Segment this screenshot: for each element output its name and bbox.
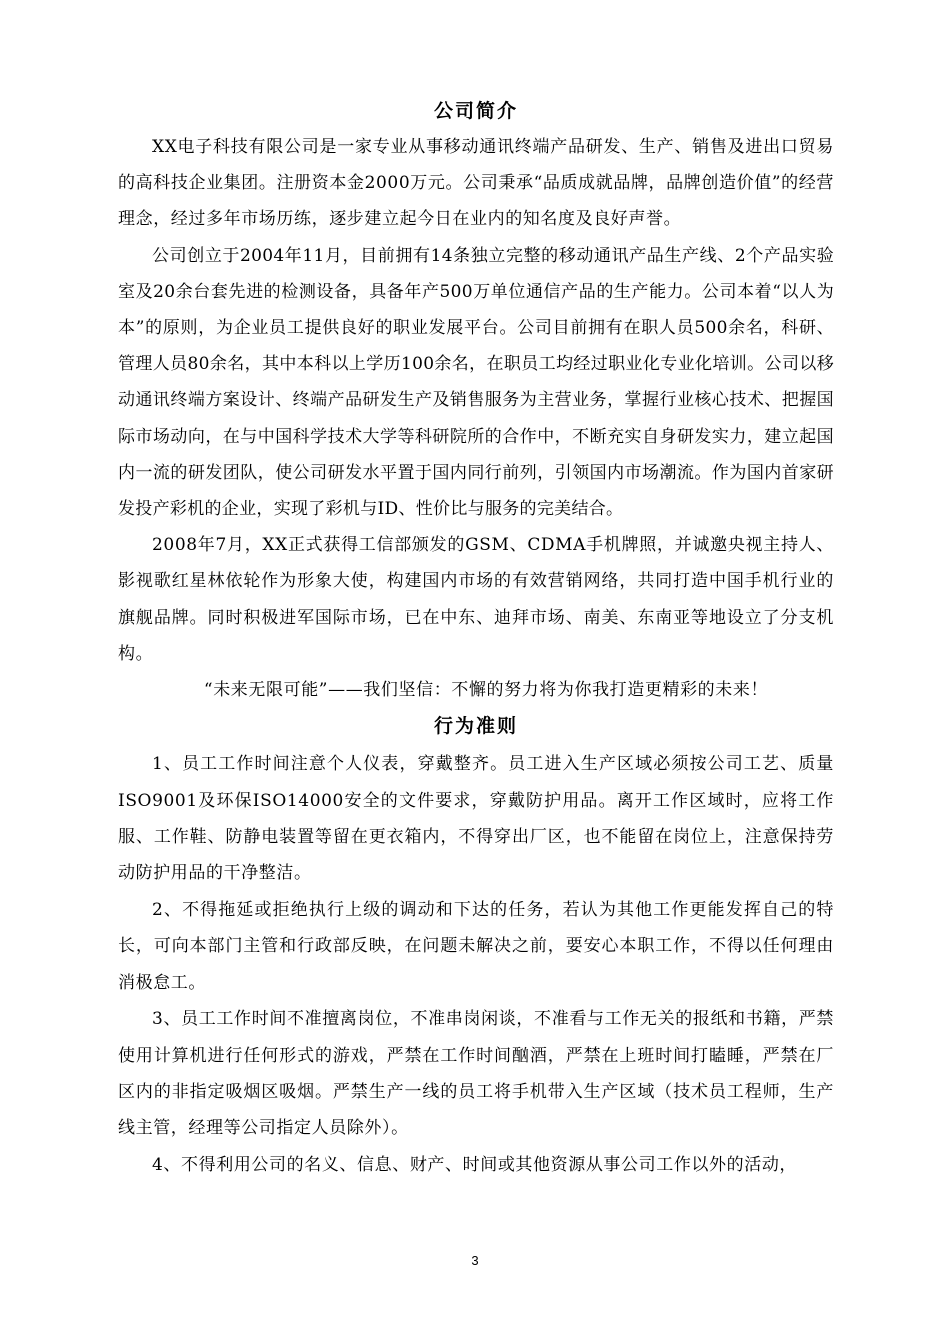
company-slogan: “未来无限可能”——我们坚信：不懈的努力将为你我打造更精彩的未来！ <box>203 680 769 701</box>
conduct-rule: 1、员工工作时间注意个人仪表，穿戴整齐。员工进入生产区域必须按公司工艺、质量ISO9001及环保ISO14000安全的文件要求，穿戴防护用品。离开工作区域时，应将工作服、工作鞋、防静电装置等留在更衣箱内，不得穿出厂区，也不能留在岗位上，注意保持劳动防护用品的干净整洁。 <box>118 754 834 884</box>
intro-paragraph: 公司创立于2004年11月，目前拥有14条独立完整的移动通讯产品生产线、2个产品实验室及20余台套先进的检测设备，具备年产500万单位通信产品的生产能力。公司本着“以人为本”的原则，为企业员工提供良好的职业发展平台。公司目前拥有在职人员500余名，科研、管理人员80余名，其中本科以上学历100余名，在职员工均经过职业化专业化培训。公司以移动通讯终端方案设计、终端产品研发生产及销售服务为主营业务，掌握行业核心技术、把握国际市场动向，在与中国科学技术大学等科研院所的合作中，不断充实自身研发实力，建立起国内一流的研发团队，使公司研发水平置于国内同行前列，引领国内市场潮流。作为国内首家研发投产彩机的企业，实现了彩机与ID、性价比与服务的完美结合。 <box>118 245 834 520</box>
company-intro-heading: 公司简介 <box>433 100 518 122</box>
conduct-rule: 4、不得利用公司的名义、信息、财产、时间或其他资源从事公司工作以外的活动， <box>152 1154 798 1175</box>
code-of-conduct-heading: 行为准则 <box>433 715 518 738</box>
conduct-rule: 3、员工工作时间不准擅离岗位，不准串岗闲谈，不准看与工作无关的报纸和书籍，严禁使用计算机进行任何形式的游戏，严禁在工作时间酗酒，严禁在上班时间打瞌睡，严禁在厂区内的非指定吸烟区吸烟。严禁生产一线的员工将手机带入生产区域（技术员工程师，生产线主管，经理等公司指定人员除外）。 <box>118 1009 834 1139</box>
page-content <box>118 93 834 1183</box>
intro-paragraph: XX电子科技有限公司是一家专业从事移动通讯终端产品研发、生产、销售及进出口贸易的高科技企业集团。注册资本金2000万元。公司秉承“品质成就品牌，品牌创造价值”的经营理念，经过多年市场历练，逐步建立起今日在业内的知名度及良好声誉。 <box>118 137 834 230</box>
conduct-rule: 2、不得拖延或拒绝执行上级的调动和下达的任务，若认为其他工作更能发挥自己的特长，可向本部门主管和行政部反映，在问题未解决之前，要安心本职工作，不得以任何理由消极怠工。 <box>118 899 834 993</box>
page-number: 3 <box>471 1253 479 1268</box>
intro-paragraph: 2008年7月，XX正式获得工信部颁发的GSM、CDMA手机牌照，并诚邀央视主持人、影视歌红星林依轮作为形象大使，构建国内市场的有效营销网络，共同打造中国手机行业的旗舰品牌。同时积极进军国际市场，已在中东、迪拜市场、南美、东南亚等地设立了分支机构。 <box>118 535 834 664</box>
conduct-rules <box>118 746 834 1183</box>
